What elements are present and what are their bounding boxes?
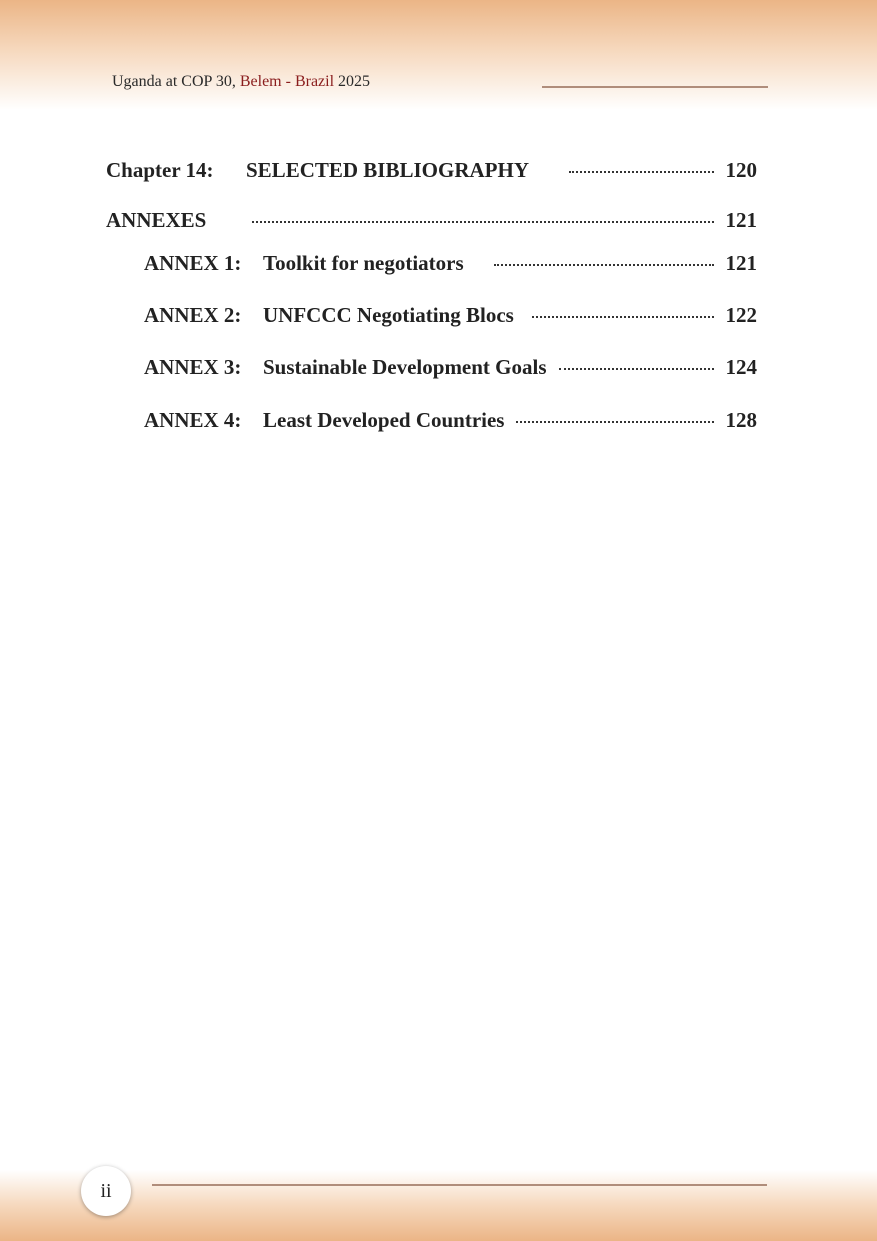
toc-row-annex-1[interactable]	[144, 251, 757, 276]
toc-label: ANNEX 1:	[144, 251, 242, 275]
toc-leader	[532, 316, 714, 318]
toc-page-number: 121	[725, 251, 757, 275]
header-text-part1: Uganda at COP 30,	[112, 73, 240, 90]
toc-row-annex-3[interactable]	[144, 355, 757, 380]
toc-page-number: 121	[725, 208, 757, 232]
toc-page-number: 124	[725, 355, 757, 379]
page-number: ii	[100, 1179, 112, 1202]
toc-title: SELECTED BIBLIOGRAPHY	[246, 158, 529, 182]
toc-leader	[494, 264, 714, 266]
footer-band	[0, 1170, 877, 1241]
toc-row-annex-4[interactable]	[144, 408, 757, 433]
toc-label: ANNEX 3:	[144, 355, 242, 379]
toc-label: ANNEXES	[106, 208, 207, 232]
header-band	[0, 0, 877, 110]
toc-title: Sustainable Development Goals	[263, 355, 547, 379]
toc-title: Least Developed Countries	[263, 408, 505, 432]
toc-row-annexes[interactable]	[106, 208, 757, 233]
toc-title: UNFCCC Negotiating Blocs	[263, 303, 514, 327]
page-number-badge	[81, 1166, 131, 1216]
toc-label: Chapter 14:	[106, 158, 214, 182]
header-text-location: Belem - Brazil	[239, 73, 335, 90]
toc-label: ANNEX 2:	[144, 303, 242, 327]
toc-leader	[569, 171, 714, 173]
toc-title: Toolkit for negotiators	[263, 251, 464, 275]
running-header	[112, 73, 370, 91]
toc-page-number: 122	[725, 303, 757, 327]
header-rule	[542, 86, 768, 88]
toc-row-chapter-14[interactable]	[106, 158, 757, 183]
header-text-year: 2025	[334, 73, 371, 90]
toc-leader	[559, 368, 714, 370]
toc-label: ANNEX 4:	[144, 408, 242, 432]
toc-page-number: 128	[725, 408, 757, 432]
toc-row-annex-2[interactable]	[144, 303, 757, 328]
toc-leader	[516, 421, 713, 423]
toc-page-number: 120	[725, 158, 757, 182]
toc-leader	[252, 221, 713, 223]
footer-rule	[152, 1184, 767, 1186]
